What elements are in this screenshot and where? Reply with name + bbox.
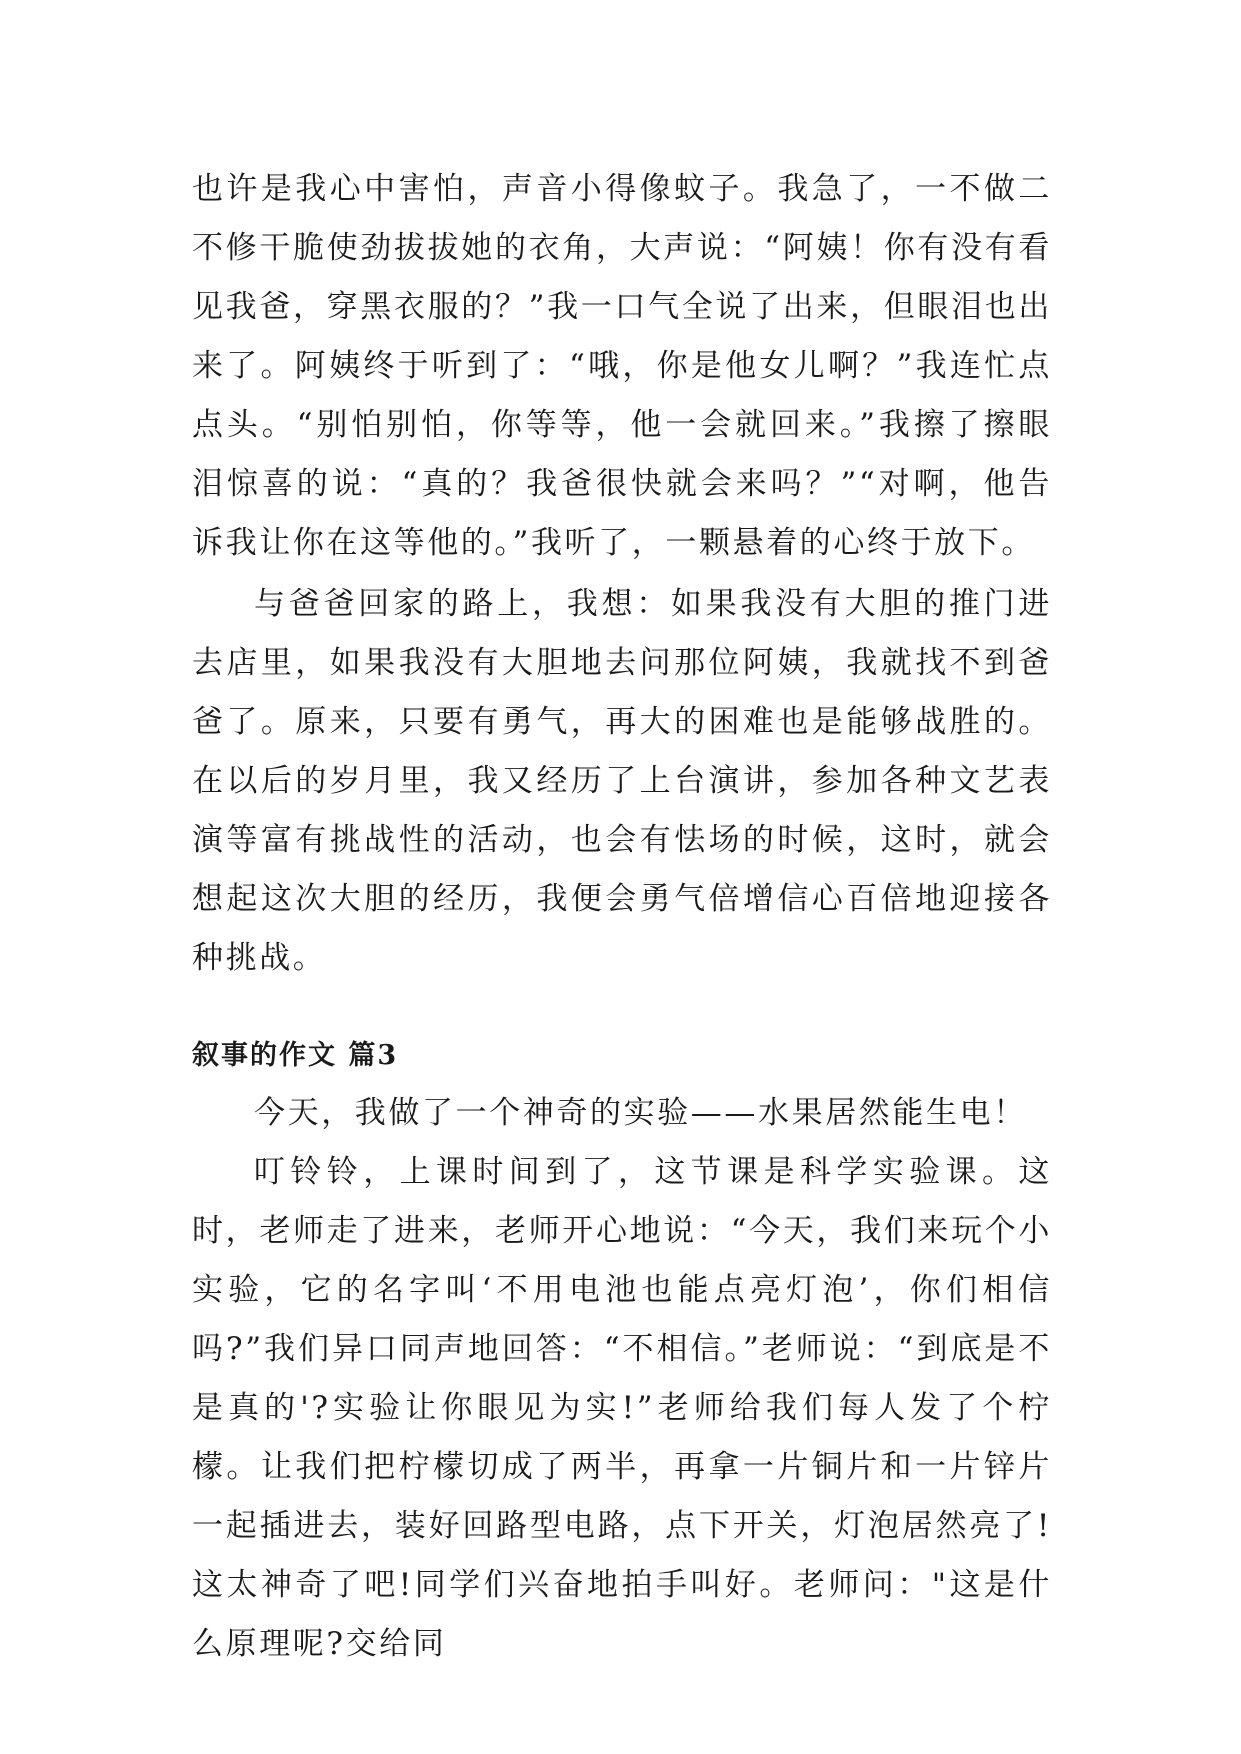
paragraph-experiment: 叮铃铃，上课时间到了，这节课是科学实验课。这时，老师走了进来，老师开心地说：“今天，我们来玩个小实验，它的名字叫‘不用电池也能点亮灯泡’，你们相信吗?”我们异口同声地回答：“不相信。”老师说：“到底是不是真的'?实验让你眼见为实!”老师给我们每人发了个柠檬。让我们把柠檬切成了两半，再拿一片铜片和一片锌片一起插进去，装好回路型电路，点下开关，灯泡居然亮了!这太神奇了吧!同学们兴奋地拍手叫好。老师问："这是什么原理呢?交给同 [192,1154,1052,1662]
section-heading: 叙事的作文 篇3 [192,1040,399,1071]
document-page [192,160,1052,1674]
paragraph-intro: 今天，我做了一个神奇的实验——水果居然能生电！ [254,1095,1027,1131]
paragraph-continuation: 也许是我心中害怕，声音小得像蚊子。我急了，一不做二不修干脆使劲拔拔她的衣角，大声说：“阿姨！你有没有看见我爸，穿黑衣服的？”我一口气全说了出来，但眼泪也出来了。阿姨终于听到了：“哦，你是他女儿啊？”我连忙点点头。“别怕别怕，你等等，他一会就回来。”我擦了擦眼泪惊喜的说：“真的？我爸很快就会来吗？”“对啊，他告诉我让你在这等他的。”我听了，一颗悬着的心终于放下。 [192,171,1052,561]
paragraph-reflection: 与爸爸回家的路上，我想：如果我没有大胆的推门进去店里，如果我没有大胆地去问那位阿姨，我就找不到爸爸了。原来，只要有勇气，再大的困难也是能够战胜的。在以后的岁月里，我又经历了上台演讲，参加各种文艺表演等富有挑战性的活动，也会有怯场的时候，这时，就会想起这次大胆的经历，我便会勇气倍增信心百倍地迎接各种挑战。 [192,586,1052,976]
